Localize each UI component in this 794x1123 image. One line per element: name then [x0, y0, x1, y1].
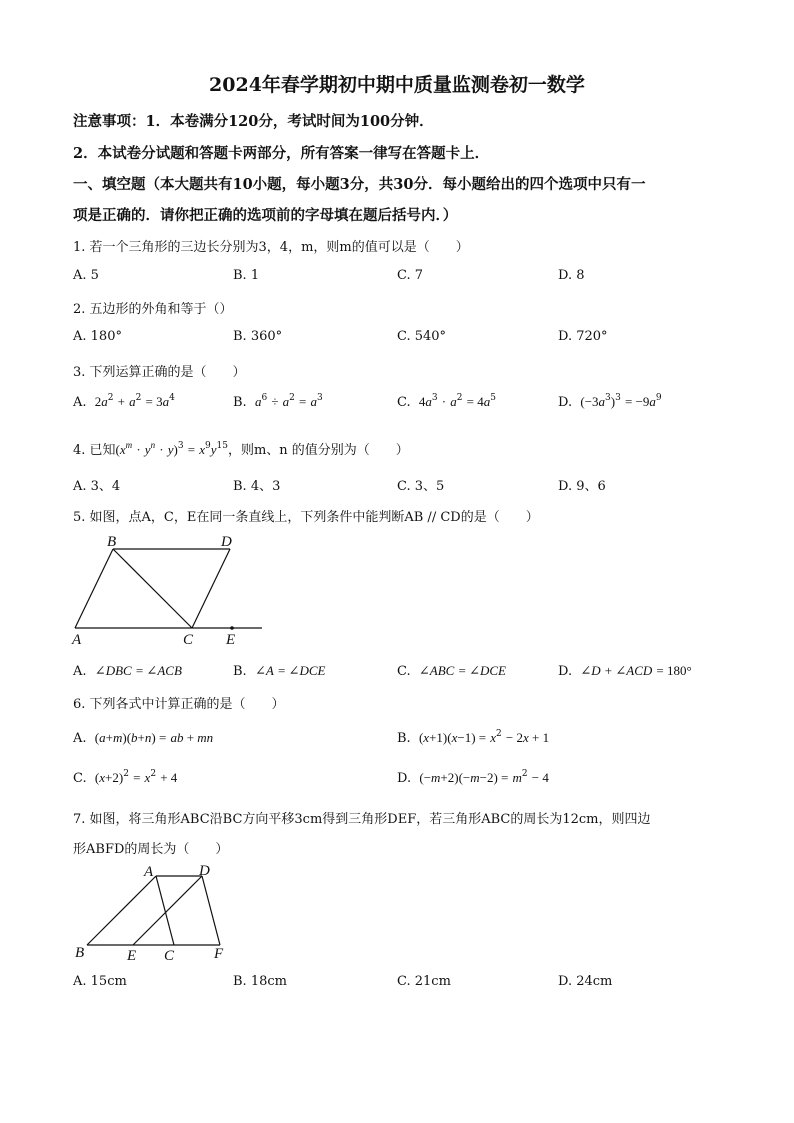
q5-label-c: C: [183, 632, 194, 648]
q4-option-c: C. 3、5: [397, 479, 445, 494]
q3-stem: 3. 下列运算正确的是（ ）: [73, 365, 246, 380]
notice-line-2: 2．本试卷分试题和答题卡两部分，所有答案一律写在答题卡上．: [73, 145, 490, 162]
q7-stem-line-2: 形ABFD的周长为（ ）: [73, 842, 229, 857]
q7-label-d: D: [199, 863, 210, 879]
q7-label-e: E: [127, 948, 137, 964]
q7-option-b: B. 18cm: [233, 974, 287, 989]
q5-option-d: D. ∠D + ∠ACD = 180°: [558, 663, 692, 679]
section-heading-line-2: 项是正确的．请你把正确的选项前的字母填在题后括号内．）: [73, 207, 458, 224]
notice-line-1: 注意事项：1．本卷满分120分，考试时间为100分钟．: [73, 113, 434, 130]
q6-stem: 6. 下列各式中计算正确的是（ ）: [73, 697, 285, 712]
q6-option-d: D. $(-m+2)(-m-2) = m^2 - 4$: [397, 769, 549, 786]
q5-label-e: E: [226, 632, 236, 648]
q5-figure: [65, 528, 270, 650]
q5-option-c: C. ∠ABC = ∠DCE: [397, 663, 506, 679]
q5-option-b: B. ∠A = ∠DCE: [233, 663, 326, 679]
q2-option-c: C. 540°: [397, 329, 447, 344]
q3-option-d: D. $(-3a^3)^3 = -9a^9$: [558, 393, 662, 410]
q7-figure: [70, 860, 240, 968]
q2-option-d: D. 720°: [558, 329, 608, 344]
q7-label-f: F: [214, 946, 224, 962]
q7-label-b: B: [75, 945, 85, 961]
q4-stem: 4. 已知$(x^m \cdot y^n \cdot y)^3 = x^9y^{15}$，则m、n 的值分别为（ ）: [73, 440, 409, 458]
q6-option-a: A. (a+m)(b+n) = ab + mn: [73, 730, 214, 746]
q1-option-c: C. 7: [397, 268, 424, 283]
q5-label-b: B: [107, 534, 117, 550]
q5-label-d: D: [221, 534, 232, 550]
section-heading-line-1: 一、填空题（本大题共有10小题，每小题3分，共30分．每小题给出的四个选项中只有一: [73, 176, 646, 193]
q4-stem-suffix: ，则m、n 的值分别为（ ）: [227, 443, 409, 458]
q1-option-b: B. 1: [233, 268, 260, 283]
q7-option-d: D. 24cm: [558, 974, 613, 989]
q2-stem: 2. 五边形的外角和等于（）: [73, 302, 233, 317]
q6-option-c: C. $(x+2)^2 = x^2 + 4$: [73, 769, 178, 786]
q3-option-c: C. $4a^3 \cdot a^2 = 4a^5$: [397, 393, 496, 410]
q7-label-c: C: [164, 948, 175, 964]
q4-option-d: D. 9、6: [558, 479, 606, 494]
page-title: 2024年春学期初中期中质量监测卷初一数学: [209, 74, 585, 96]
q7-option-a: A. 15cm: [73, 974, 127, 989]
q4-option-b: B. 4、3: [233, 479, 281, 494]
q2-option-a: A. 180°: [73, 329, 122, 344]
q7-label-a: A: [144, 864, 154, 880]
q7-stem-line-1: 7. 如图，将三角形ABC沿BC方向平移3cm得到三角形DEF，若三角形ABC的周长为12cm，则四边: [73, 812, 651, 827]
q2-option-b: B. 360°: [233, 329, 283, 344]
q3-option-a: A. $2a^2 + a^2 = 3a^4$: [73, 393, 175, 410]
q1-stem: 1. 若一个三角形的三边长分别为3，4，m，则m的值可以是（ ）: [73, 240, 469, 255]
q1-option-d: D. 8: [558, 268, 585, 283]
q6-option-b: B. $(x+1)(x-1) = x^2 - 2x + 1$: [397, 729, 550, 746]
q3-option-b: B. $a^6 \div a^2 = a^3$: [233, 393, 323, 410]
q7-option-c: C. 21cm: [397, 974, 451, 989]
q4-option-a: A. 3、4: [73, 479, 121, 494]
q5-stem: 5. 如图，点A，C，E在同一条直线上，下列条件中能判断AB // CD的是（ ）: [73, 510, 539, 525]
q5-option-a: A. ∠DBC = ∠ACB: [73, 663, 182, 679]
q5-label-a: A: [72, 632, 82, 648]
q1-option-a: A. 5: [73, 268, 99, 283]
